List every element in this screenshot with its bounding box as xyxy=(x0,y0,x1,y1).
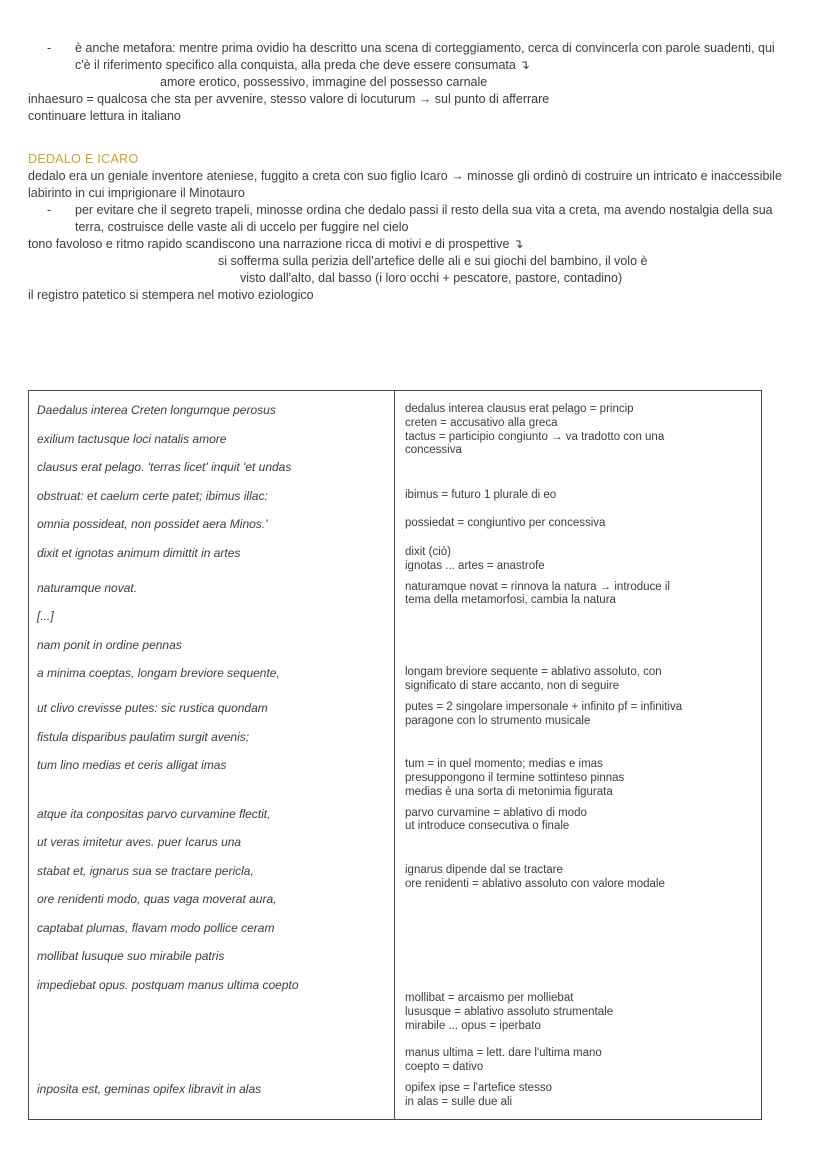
note-line: possiedat = congiuntivo per concessiva xyxy=(405,517,606,530)
latin-verse-line: ore renidenti modo, quas vaga moverat aura, xyxy=(37,892,277,907)
latin-verse-line: atque ita conpositas parvo curvamine flectit, xyxy=(37,806,271,821)
table-row xyxy=(29,857,761,971)
latin-verse-line: dixit et ignotas animum dimittit in artes xyxy=(37,545,241,560)
note-line: putes = 2 singolare impersonale + infinito pf = infinitiva xyxy=(405,700,683,713)
latin-cell xyxy=(29,751,394,799)
note-line: manus ultima = lett. dare l'ultima mano xyxy=(405,1047,602,1060)
latin-verse-line: stabat et, ignarus sua se tractare pericla, xyxy=(37,863,254,878)
registro-line: il registro patetico si stempera nel motivo eziologico xyxy=(28,288,314,302)
intro-line-continuare: continuare lettura in italiano xyxy=(28,109,181,123)
latin-verse-line: naturamque novat. xyxy=(37,580,138,595)
sofferma-line-2: visto dall'alto, dal basso (i loro occhi + pescatore, pastore, contadino) xyxy=(240,271,623,285)
note-line: in alas = sulle due ali xyxy=(405,1095,513,1108)
note-line: ibimus = futuro 1 plurale di eo xyxy=(405,488,557,501)
latin-verse-line: mollibat lusuque suo mirabile patris xyxy=(37,949,225,964)
note-line: creten = accusativo alla greca xyxy=(405,416,558,429)
latin-cell xyxy=(29,482,394,511)
notes-cell xyxy=(394,396,761,482)
note-line: tactus = participio congiunto → va tradotto con una xyxy=(405,430,665,443)
notes-cell xyxy=(394,539,761,574)
intro-bullet xyxy=(28,40,790,74)
latin-verse-line: exilium tactusque loci natalis amore xyxy=(37,431,227,446)
latin-verse-line: nam ponit in ordine pennas xyxy=(37,637,182,652)
note-line: significato di stare accanto, non di seguire xyxy=(405,680,620,693)
latin-cell xyxy=(29,659,394,694)
notes-cell xyxy=(394,694,761,751)
sofferma-line-1: si sofferma sulla perizia dell'artefice delle ali e sui giochi del bambino, il volo è xyxy=(218,254,648,268)
table-row xyxy=(29,631,761,660)
note-line: paragone con lo strumento musicale xyxy=(405,714,591,727)
latin-notes-table xyxy=(28,390,762,1120)
note-line: lususque = ablativo assoluto strumentale xyxy=(405,1005,614,1018)
note-line: presuppongono il termine sottinteso pinnas xyxy=(405,771,625,784)
notes-cell xyxy=(394,800,761,857)
latin-verse-line: tum lino medias et ceris alligat imas xyxy=(37,758,227,773)
intro-subline: amore erotico, possessivo, immagine del possesso carnale xyxy=(160,75,488,89)
table-row xyxy=(29,659,761,694)
notes-cell xyxy=(394,510,761,539)
intro-bullet-text: è anche metafora: mentre prima ovidio ha descritto una scena di corteggiamento, cerca di convincerla con parole suadenti, qui c'è il riferimento specifico alla conquista, alla preda che deve essere consumata ↴ xyxy=(75,41,775,72)
notes-cell xyxy=(394,574,761,631)
note-line: concessiva xyxy=(405,444,462,457)
table-row xyxy=(29,539,761,574)
note-line: ignotas ... artes = anastrofe xyxy=(405,559,545,572)
latin-cell xyxy=(29,800,394,857)
note-line: opifex ipse = l'artefice stesso xyxy=(405,1081,552,1094)
note-line: longam breviore sequente = ablativo assoluto, con xyxy=(405,666,662,679)
latin-verse-line: captabat plumas, flavam modo pollice ceram xyxy=(37,920,275,935)
note-line: naturamque novat = rinnova la natura → introduce il xyxy=(405,580,670,593)
notes-cell xyxy=(394,751,761,799)
note-line: coepto = dativo xyxy=(405,1061,484,1074)
intro-line-inhaesuro: inhaesuro = qualcosa che sta per avvenire, stesso valore di locuturum → sul punto di afferrare xyxy=(28,92,550,106)
latin-verse-line: inposita est, geminas opifex libravit in alas xyxy=(37,1081,262,1096)
note-line: dixit (ciò) xyxy=(405,545,452,558)
latin-verse-line: ut clivo crevisse putes: sic rustica quondam xyxy=(37,700,268,715)
latin-verse-line: clausus erat pelago. 'terras licet' inquit 'et undas xyxy=(37,460,292,475)
notes-cell xyxy=(394,1075,761,1110)
notes-cell xyxy=(394,631,761,660)
bullet-dash: - xyxy=(47,203,52,217)
note-line: dedalus interea clausus erat pelago = princip xyxy=(405,403,634,415)
note-line: tema della metamorfosi, cambia la natura xyxy=(405,594,616,607)
latin-cell xyxy=(29,539,394,574)
latin-cell xyxy=(29,1075,394,1110)
note-line: tum = in quel momento; medias e imas xyxy=(405,758,603,771)
table-row xyxy=(29,396,761,482)
note-line: medias è una sorta di metonimia figurata xyxy=(405,785,613,798)
latin-cell xyxy=(29,574,394,631)
table-row xyxy=(29,1075,761,1110)
table-row xyxy=(29,751,761,799)
note-line: mollibat = arcaismo per molliebat xyxy=(405,992,574,1005)
bullet-dash: - xyxy=(47,41,52,55)
latin-verse-line: obstruat: et caelum certe patet; ibimus illac: xyxy=(37,488,268,503)
table-row xyxy=(29,574,761,631)
table-row xyxy=(29,800,761,857)
note-line: ignarus dipende dal se tractare xyxy=(405,863,563,876)
section-paragraph: dedalo era un geniale inventore ateniese, fuggito a creta con suo figlio Icaro → minosse gli ordinò di costruire un intricato e inaccessibile labirinto in cui imprigionare il Minotauro xyxy=(28,169,782,200)
latin-verse-line: Daedalus interea Creten longumque perosus xyxy=(37,403,276,417)
latin-verse-line: omnia possideat, non possidet aera Minos.' xyxy=(37,517,268,532)
section-heading: DEDALO E ICARO xyxy=(28,152,139,166)
latin-cell xyxy=(29,971,394,1075)
notes-cell xyxy=(394,857,761,971)
note-line: ut introduce consecutiva o finale xyxy=(405,820,570,833)
latin-cell xyxy=(29,694,394,751)
notes-cell xyxy=(394,971,761,1075)
latin-cell xyxy=(29,857,394,971)
note-line: mirabile ... opus = iperbato xyxy=(405,1019,541,1032)
table-row xyxy=(29,694,761,751)
section-bullet-text: per evitare che il segreto trapeli, minosse ordina che dedalo passi il resto della sua vita a creta, ma avendo nostalgia della sua terra, costruisce delle vaste ali di uccelo per fuggire nel cielo xyxy=(75,203,773,234)
notes-cell xyxy=(394,482,761,511)
latin-verse-line: a minima coeptas, longam breviore sequente, xyxy=(37,666,280,681)
table-row xyxy=(29,510,761,539)
latin-verse-line: ut veras imitetur aves. puer Icarus una xyxy=(37,835,242,850)
table-row xyxy=(29,482,761,511)
latin-cell xyxy=(29,510,394,539)
note-line xyxy=(405,1033,753,1047)
latin-verse-line: [...] xyxy=(37,609,54,624)
note-line: ore renidenti = ablativo assoluto con valore modale xyxy=(405,877,665,890)
note-line: parvo curvamine = ablativo di modo xyxy=(405,806,587,819)
notes-cell xyxy=(394,659,761,694)
table-row xyxy=(29,971,761,1075)
latin-verse-line: fistula disparibus paulatim surgit avenis; xyxy=(37,729,250,744)
latin-cell xyxy=(29,396,394,482)
section-bullet xyxy=(28,202,790,236)
latin-cell xyxy=(29,631,394,660)
latin-verse-line: impediebat opus. postquam manus ultima coepto xyxy=(37,978,299,993)
tono-line: tono favoloso e ritmo rapido scandiscono una narrazione ricca di motivi e di prospettive ↴ xyxy=(28,237,524,251)
